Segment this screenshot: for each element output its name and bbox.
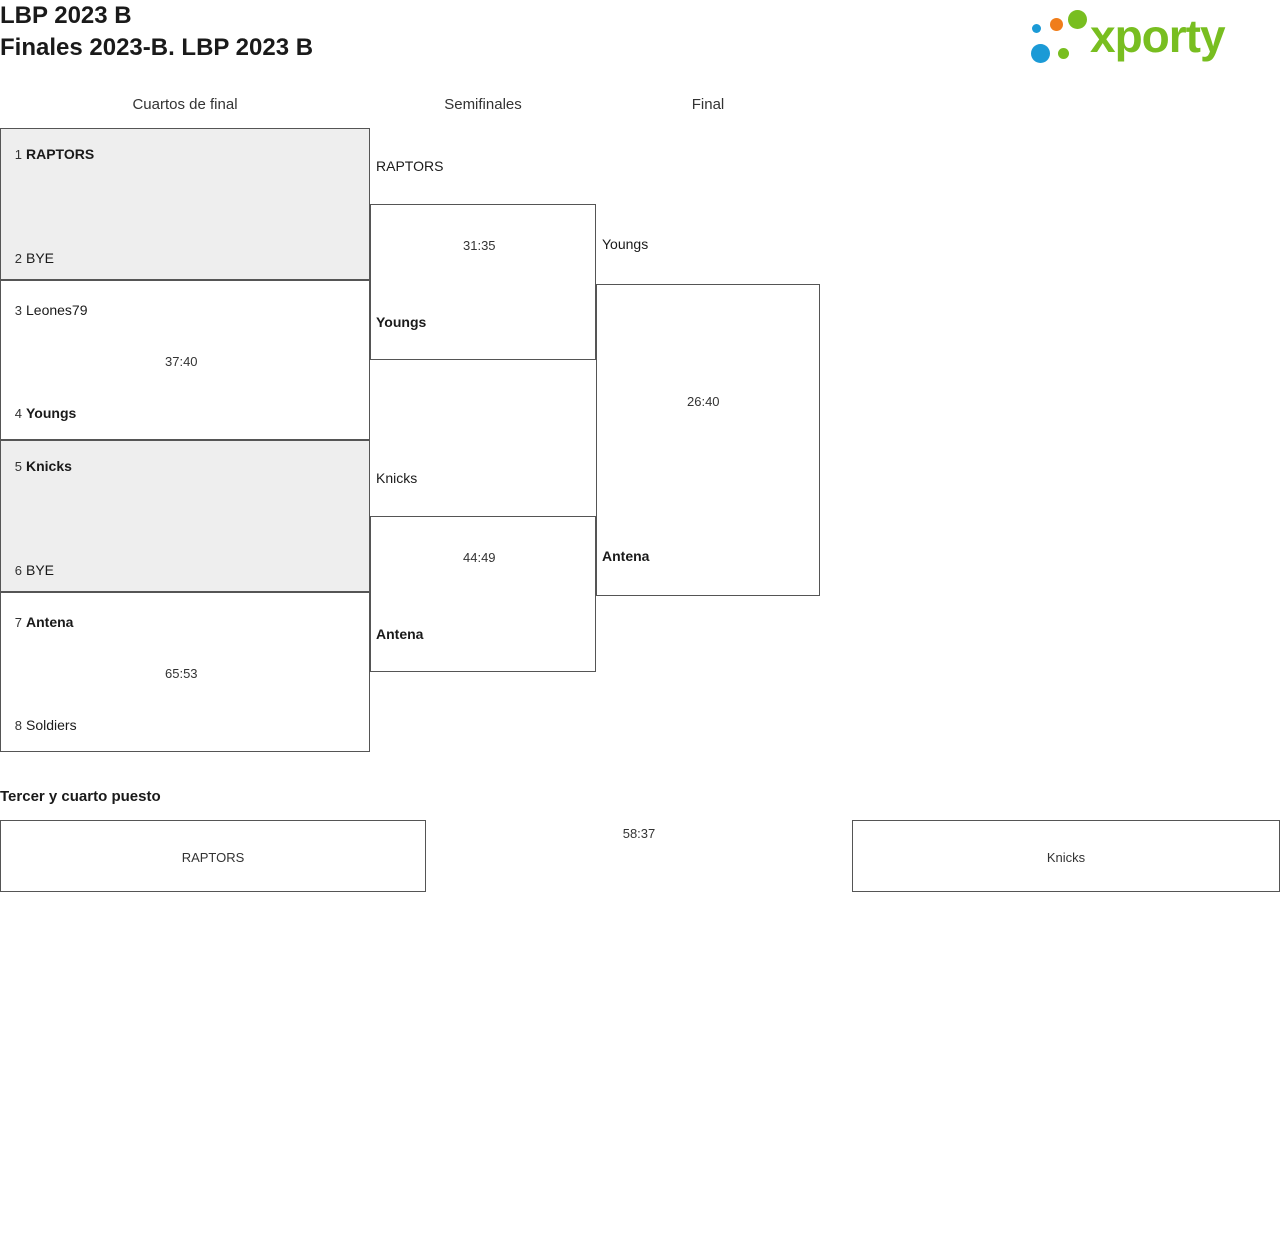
third-place-score: 58:37 xyxy=(622,826,656,841)
team-sf-2-bottom[interactable]: Antena xyxy=(376,626,424,642)
third-place-team-right[interactable]: Knicks xyxy=(1046,850,1086,865)
score-sf-2: 44:49 xyxy=(463,550,496,565)
score-final: 26:40 xyxy=(687,394,720,409)
team-final-top[interactable]: Youngs xyxy=(602,236,649,252)
logo-wordmark: xporty xyxy=(1090,10,1225,62)
title-line-1: LBP 2023 B xyxy=(0,2,132,29)
column-heading-semifinals: Semifinales xyxy=(444,96,522,113)
column-heading-final: Final xyxy=(691,96,725,113)
logo-dot-green xyxy=(1068,10,1087,29)
match-box-sf-2[interactable] xyxy=(370,516,596,672)
page-title xyxy=(0,0,900,64)
team-qf-1-bottom[interactable]: BYE xyxy=(26,250,55,266)
logo-dot-green-small xyxy=(1058,48,1069,59)
team-sf-1-bottom[interactable]: Youngs xyxy=(376,314,427,330)
team-qf-4-bottom[interactable]: Soldiers xyxy=(26,717,77,733)
team-sf-2-top[interactable]: Knicks xyxy=(376,470,418,486)
seed-qf-1-bottom: 2 xyxy=(14,251,22,266)
team-qf-2-bottom[interactable]: Youngs xyxy=(26,405,77,421)
logo-dot-blue-large xyxy=(1031,44,1050,63)
seed-qf-4-bottom: 8 xyxy=(14,718,22,733)
team-qf-1-top[interactable]: RAPTORS xyxy=(26,146,95,162)
column-heading-quarterfinals: Cuartos de final xyxy=(132,96,238,113)
seed-qf-2-bottom: 4 xyxy=(14,406,22,421)
xporty-logo xyxy=(1028,8,1268,66)
team-final-bottom[interactable]: Antena xyxy=(602,548,650,564)
score-sf-1: 31:35 xyxy=(463,238,496,253)
seed-qf-4-top: 7 xyxy=(14,615,22,630)
seed-qf-3-top: 5 xyxy=(14,459,22,474)
team-qf-4-top[interactable]: Antena xyxy=(26,614,74,630)
team-sf-1-top[interactable]: RAPTORS xyxy=(376,158,444,174)
logo-dot-orange xyxy=(1050,18,1063,31)
seed-qf-2-top: 3 xyxy=(14,303,22,318)
team-qf-3-top[interactable]: Knicks xyxy=(26,458,72,474)
logo-dot-blue-small xyxy=(1032,24,1041,33)
seed-qf-3-bottom: 6 xyxy=(14,563,22,578)
third-place-team-left[interactable]: RAPTORS xyxy=(181,850,245,865)
seed-qf-1-top: 1 xyxy=(14,147,22,162)
third-place-title: Tercer y cuarto puesto xyxy=(0,788,161,805)
match-box-sf-1[interactable] xyxy=(370,204,596,360)
score-qf-4: 65:53 xyxy=(165,666,198,681)
team-qf-3-bottom[interactable]: BYE xyxy=(26,562,55,578)
title-line-2: Finales 2023-B. LBP 2023 B xyxy=(0,34,314,61)
score-qf-2: 37:40 xyxy=(165,354,198,369)
team-qf-2-top[interactable]: Leones79 xyxy=(26,302,88,318)
